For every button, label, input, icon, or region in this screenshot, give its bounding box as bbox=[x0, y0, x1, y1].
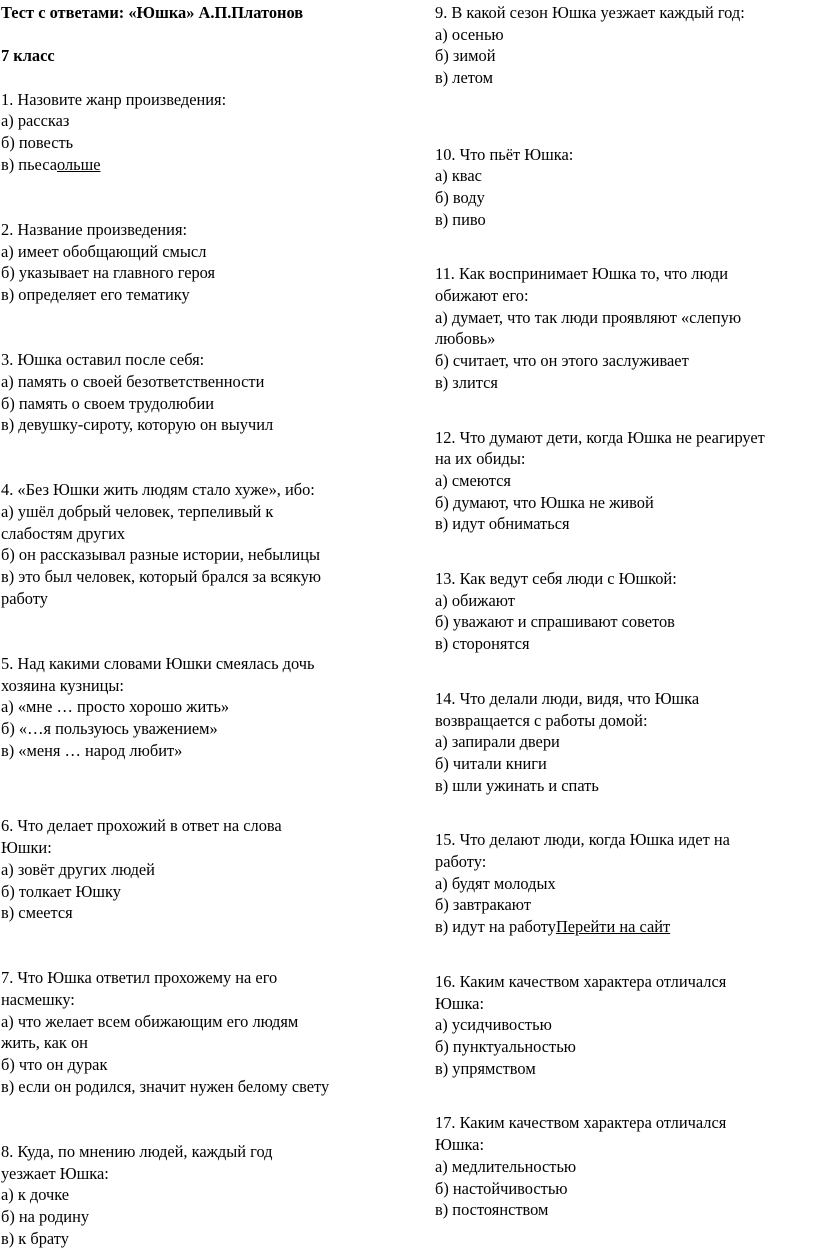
question-text: 10. Что пьёт Юшка: bbox=[435, 144, 574, 164]
answer-option: жить, как он bbox=[1, 1033, 88, 1053]
spacer bbox=[1, 1119, 399, 1141]
answer-option: а) к дочке bbox=[1, 1185, 70, 1205]
question-text: 16. Каким качеством характера отличался bbox=[435, 971, 727, 991]
answer-option: слабостям других bbox=[1, 523, 126, 543]
answer-option: а) имеет обобщающий смысл bbox=[1, 241, 207, 261]
answer-option: а) думает, что так люди проявляют «слепую bbox=[435, 307, 742, 327]
answer-option: б) он рассказывал разные истории, небылицы bbox=[1, 545, 321, 565]
question-text: Юшка: bbox=[435, 1135, 485, 1155]
answer-option: в) постоянством bbox=[435, 1200, 549, 1220]
answer-option: в) определяет его тематику bbox=[1, 285, 190, 305]
question-text: 15. Что делают люди, когда Юшка идет на bbox=[435, 830, 730, 850]
question-text: хозяина кузницы: bbox=[1, 675, 124, 695]
question-text: работу: bbox=[435, 852, 487, 872]
answer-option: б) «…я пользуюсь уважением» bbox=[1, 719, 218, 739]
spacer bbox=[1, 946, 399, 968]
question-5 bbox=[1, 653, 399, 762]
question-text: 17. Каким качеством характера отличался bbox=[435, 1113, 727, 1133]
question-text: 12. Что думают дети, когда Юшка не реагирует bbox=[435, 427, 765, 447]
answer-option bbox=[435, 916, 816, 938]
answer-option: работу bbox=[1, 588, 48, 608]
question-9 bbox=[435, 2, 816, 89]
question-1 bbox=[1, 89, 399, 176]
answer-option-text: в) идут на работу bbox=[435, 917, 556, 937]
question-text: уезжает Юшка: bbox=[1, 1163, 109, 1183]
question-text: 3. Юшка оставил после себя: bbox=[1, 350, 205, 370]
underlined-fragment: ольше bbox=[56, 154, 101, 174]
question-text: 14. Что делали люди, видя, что Юшка bbox=[435, 688, 700, 708]
answer-option: в) летом bbox=[435, 68, 493, 88]
answer-option: в) к брату bbox=[1, 1228, 69, 1248]
question-text: насмешку: bbox=[1, 990, 75, 1010]
answer-option: а) зовёт других людей bbox=[1, 859, 155, 879]
spacer bbox=[1, 67, 399, 89]
question-12 bbox=[435, 427, 816, 536]
spacer bbox=[1, 631, 399, 653]
answer-option: в) сторонятся bbox=[435, 634, 530, 654]
right-column bbox=[435, 2, 816, 1221]
question-8 bbox=[1, 1141, 399, 1249]
answer-option: в) если он родился, значит нужен белому свету bbox=[1, 1076, 330, 1096]
answer-option: а) «мне … просто хорошо жить» bbox=[1, 697, 230, 717]
question-17 bbox=[435, 1112, 816, 1221]
spacer bbox=[1, 197, 399, 219]
answer-option: а) осенью bbox=[435, 24, 504, 44]
answer-option: в) «меня … народ любит» bbox=[1, 740, 183, 760]
answer-option: в) смеется bbox=[1, 903, 73, 923]
question-text: возвращается с работы домой: bbox=[435, 710, 648, 730]
question-16 bbox=[435, 971, 816, 1080]
answer-option: а) рассказ bbox=[1, 111, 70, 131]
question-text: 13. Как ведут себя люди с Юшкой: bbox=[435, 569, 677, 589]
question-text: обижают его: bbox=[435, 286, 529, 306]
question-2 bbox=[1, 219, 399, 306]
answer-option: а) запирали двери bbox=[435, 732, 560, 752]
question-text: 6. Что делает прохожий в ответ на слова bbox=[1, 816, 282, 836]
answer-option bbox=[1, 154, 399, 176]
answer-option: любовь» bbox=[435, 329, 496, 349]
question-13 bbox=[435, 568, 816, 655]
question-10 bbox=[435, 144, 816, 231]
question-text: Юшка: bbox=[435, 993, 485, 1013]
spacer bbox=[1, 24, 399, 46]
answer-option: а) усидчивостью bbox=[435, 1015, 552, 1035]
left-column bbox=[1, 2, 399, 1249]
spacer bbox=[1, 458, 399, 480]
question-7 bbox=[1, 967, 399, 1097]
answer-option: а) обижают bbox=[435, 590, 515, 610]
answer-option: в) девушку-сироту, которую он выучил bbox=[1, 415, 274, 435]
answer-option: а) что желает всем обижающим его людям bbox=[1, 1011, 299, 1031]
answer-option: в) шли ужинать и спать bbox=[435, 775, 599, 795]
answer-option: в) пиво bbox=[435, 209, 486, 229]
question-text: 11. Как воспринимает Юшка то, что люди bbox=[435, 264, 728, 284]
answer-option: б) воду bbox=[435, 187, 485, 207]
question-11 bbox=[435, 263, 816, 393]
question-text: 1. Назовите жанр произведения: bbox=[1, 89, 227, 109]
question-text: на их обиды: bbox=[435, 449, 526, 469]
answer-option: б) повесть bbox=[1, 133, 74, 153]
question-text: 2. Название произведения: bbox=[1, 219, 188, 239]
answer-option: б) думают, что Юшка не живой bbox=[435, 492, 654, 512]
answer-option: б) на родину bbox=[1, 1207, 90, 1227]
question-4 bbox=[1, 479, 399, 609]
answer-option: б) считает, что он этого заслуживает bbox=[435, 351, 689, 371]
question-14 bbox=[435, 688, 816, 797]
question-6 bbox=[1, 815, 399, 924]
question-text: 9. В какой сезон Юшка уезжает каждый год: bbox=[435, 3, 745, 22]
question-text: Юшки: bbox=[1, 838, 52, 858]
spacer bbox=[435, 122, 816, 144]
answer-option: а) смеются bbox=[435, 470, 511, 490]
answer-option: б) память о своем трудолюбии bbox=[1, 393, 215, 413]
answer-option: б) толкает Юшку bbox=[1, 881, 121, 901]
answer-option: б) читали книги bbox=[435, 753, 547, 773]
answer-option: а) ушёл добрый человек, терпеливый к bbox=[1, 502, 274, 522]
answer-option: в) это был человек, который брался за всякую bbox=[1, 567, 322, 587]
answer-option: в) идут обниматься bbox=[435, 514, 570, 534]
question-text: 5. Над какими словами Юшки смеялась дочь bbox=[1, 653, 315, 673]
answer-option: в) упрямством bbox=[435, 1058, 536, 1078]
answer-option: а) будят молодых bbox=[435, 873, 556, 893]
answer-option: б) указывает на главного героя bbox=[1, 263, 216, 283]
answer-option: б) уважают и спрашивают советов bbox=[435, 612, 675, 632]
answer-option: б) пунктуальностью bbox=[435, 1037, 576, 1056]
answer-option-text: в) пьеса bbox=[1, 154, 57, 174]
grade-label: 7 класс bbox=[1, 46, 55, 66]
document-title: Тест с ответами: «Юшка» А.П.Платонов bbox=[1, 3, 304, 22]
answer-option: б) зимой bbox=[435, 46, 496, 66]
answer-option: в) злится bbox=[435, 372, 498, 392]
answer-option: б) что он дурак bbox=[1, 1055, 108, 1075]
question-text: 4. «Без Юшки жить людям стало хуже», ибо: bbox=[1, 480, 315, 500]
answer-option: б) настойчивостью bbox=[435, 1178, 568, 1198]
answer-option: б) завтракают bbox=[435, 895, 531, 915]
question-text: 8. Куда, по мнению людей, каждый год bbox=[1, 1141, 273, 1161]
answer-option: а) память о своей безответственности bbox=[1, 371, 265, 391]
spacer bbox=[1, 327, 399, 349]
go-to-site-link[interactable]: Перейти на сайт bbox=[555, 917, 671, 937]
question-3 bbox=[1, 349, 399, 436]
question-text: 7. Что Юшка ответил прохожему на его bbox=[1, 968, 278, 988]
answer-option: а) медлительностью bbox=[435, 1156, 577, 1176]
question-15 bbox=[435, 829, 816, 938]
answer-option: а) квас bbox=[435, 166, 482, 186]
